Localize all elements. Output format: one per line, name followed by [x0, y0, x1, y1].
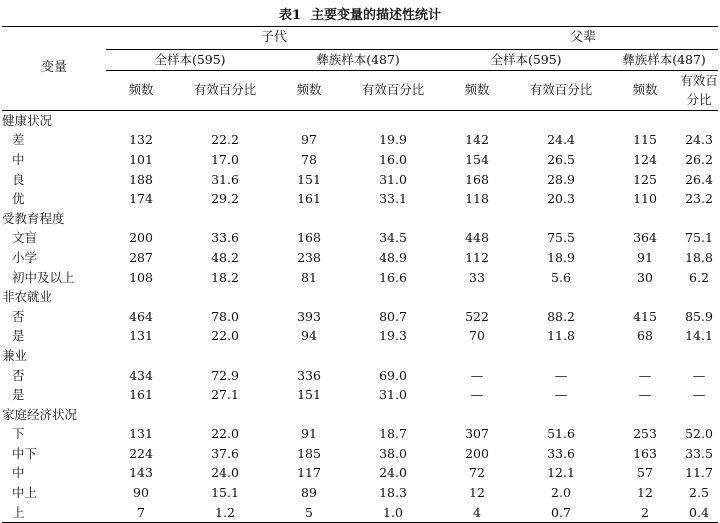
frequency-cell: 70 [469, 328, 485, 344]
frequency-cell: — [638, 367, 652, 383]
row-label: 优 [12, 191, 25, 207]
percent-cell: 18.7 [379, 426, 407, 442]
percent-cell: 75.5 [547, 230, 575, 246]
percent-cell: — [692, 387, 706, 403]
category-row [2, 110, 718, 130]
group-header-parents: 父辈 [442, 27, 718, 50]
percent-cell: 33.5 [685, 445, 713, 461]
percent-cell: 14.1 [685, 328, 713, 344]
frequency-cell: 4 [473, 504, 481, 520]
column-header: 有效百分比 [176, 70, 274, 110]
percent-cell: 51.6 [547, 426, 575, 442]
variable-header: 变量 [2, 27, 106, 111]
table-row [2, 463, 718, 483]
frequency-cell: 415 [633, 308, 657, 324]
frequency-cell: — [470, 387, 484, 403]
percent-cell: 5.6 [551, 269, 571, 285]
table-row [2, 150, 718, 170]
percent-cell: 27.1 [211, 387, 239, 403]
category-row [2, 405, 718, 425]
percent-cell: 48.2 [211, 249, 239, 265]
percent-cell: — [692, 367, 706, 383]
percent-cell: 18.9 [547, 249, 575, 265]
category-label: 兼业 [2, 347, 28, 363]
percent-cell: — [554, 387, 568, 403]
table-row [2, 228, 718, 248]
percent-cell: 80.7 [379, 308, 407, 324]
percent-cell: 23.2 [685, 191, 713, 207]
row-label: 上 [12, 504, 25, 520]
percent-cell: 28.9 [547, 171, 575, 187]
frequency-cell: 81 [301, 269, 317, 285]
row-label: 小学 [12, 249, 38, 265]
percent-cell: 24.3 [685, 132, 713, 148]
frequency-cell: 131 [129, 328, 153, 344]
frequency-cell: 112 [465, 249, 489, 265]
frequency-cell: 393 [297, 308, 321, 324]
column-header: 频数 [610, 70, 680, 110]
frequency-cell: 188 [129, 171, 153, 187]
category-label: 健康状况 [2, 112, 53, 128]
frequency-cell: 464 [129, 308, 153, 324]
table-row [2, 307, 718, 327]
category-label: 家庭经济状况 [2, 406, 78, 422]
row-label: 否 [12, 367, 25, 383]
category-label: 非农就业 [2, 289, 53, 305]
percent-cell: 26.5 [547, 151, 575, 167]
percent-cell: 19.9 [379, 132, 407, 148]
empty-cell [106, 346, 718, 366]
frequency-cell: 7 [137, 504, 145, 520]
frequency-cell: 132 [129, 132, 153, 148]
percent-cell: 52.0 [685, 426, 713, 442]
percent-cell: 1.0 [383, 504, 403, 520]
frequency-cell: 117 [297, 465, 321, 481]
frequency-cell: 522 [465, 308, 489, 324]
frequency-cell: — [638, 387, 652, 403]
frequency-cell: 118 [465, 191, 489, 207]
row-label: 中 [12, 465, 25, 481]
percent-cell: 15.1 [211, 485, 239, 501]
frequency-cell: 224 [129, 445, 153, 461]
row-label: 否 [12, 308, 25, 324]
frequency-cell: 97 [301, 132, 317, 148]
percent-cell: 85.9 [685, 308, 713, 324]
empty-cell [106, 405, 718, 425]
frequency-cell: 185 [297, 445, 321, 461]
table-row [2, 189, 718, 209]
frequency-cell: 287 [129, 249, 153, 265]
percent-cell: 1.2 [215, 504, 235, 520]
percent-cell: 24.4 [547, 132, 575, 148]
frequency-cell: 161 [297, 191, 321, 207]
frequency-cell: 91 [301, 426, 317, 442]
percent-cell: 19.3 [379, 328, 407, 344]
percent-cell: 33.1 [379, 191, 407, 207]
frequency-cell: 448 [465, 230, 489, 246]
percent-cell: 24.0 [211, 465, 239, 481]
frequency-cell: 200 [129, 230, 153, 246]
frequency-cell: 336 [297, 367, 321, 383]
percent-cell: 33.6 [547, 445, 575, 461]
frequency-cell: 364 [633, 230, 657, 246]
category-row [2, 209, 718, 229]
frequency-cell: 125 [633, 171, 657, 187]
frequency-cell: 253 [633, 426, 657, 442]
percent-cell: 22.2 [211, 132, 239, 148]
frequency-cell: 78 [301, 151, 317, 167]
table-row [2, 444, 718, 464]
row-label: 良 [12, 171, 25, 187]
percent-cell: 17.0 [211, 151, 239, 167]
row-label: 中下 [12, 445, 38, 461]
row-label: 是 [12, 387, 25, 403]
frequency-cell: 68 [637, 328, 653, 344]
category-label: 受教育程度 [2, 210, 65, 226]
percent-cell: 11.7 [685, 465, 713, 481]
frequency-cell: 168 [465, 171, 489, 187]
category-row [2, 346, 718, 366]
frequency-cell: 151 [297, 171, 321, 187]
frequency-cell: 57 [637, 465, 653, 481]
frequency-cell: 30 [637, 269, 653, 285]
row-label: 文盲 [12, 230, 38, 246]
column-header: 有效百分比 [680, 70, 718, 110]
percent-cell: 0.7 [551, 504, 571, 520]
percent-cell: 11.8 [547, 328, 575, 344]
table-caption: 主要变量的描述性统计 [311, 8, 442, 23]
frequency-cell: 2 [641, 504, 649, 520]
table-row [2, 366, 718, 386]
percent-cell: 48.9 [379, 249, 407, 265]
frequency-cell: 174 [129, 191, 153, 207]
frequency-cell: 115 [633, 132, 657, 148]
frequency-cell: 72 [469, 465, 485, 481]
percent-cell: 22.0 [211, 328, 239, 344]
frequency-cell: 124 [633, 151, 657, 167]
percent-cell: 31.6 [211, 171, 239, 187]
table-body [2, 110, 718, 522]
percent-cell: 2.0 [551, 485, 571, 501]
frequency-cell: 434 [129, 367, 153, 383]
column-header: 有效百分比 [344, 70, 442, 110]
category-row [2, 287, 718, 307]
table-title [0, 4, 720, 23]
frequency-cell: 142 [465, 132, 489, 148]
table-row [2, 424, 718, 444]
column-header: 有效百分比 [512, 70, 610, 110]
frequency-cell: 33 [469, 269, 485, 285]
percent-cell: 16.6 [379, 269, 407, 285]
table-header [2, 27, 718, 111]
frequency-cell: 110 [633, 191, 657, 207]
column-header: 频数 [106, 70, 176, 110]
frequency-cell: 94 [301, 328, 317, 344]
frequency-cell: 101 [129, 151, 153, 167]
column-header: 频数 [274, 70, 344, 110]
frequency-cell: 151 [297, 387, 321, 403]
percent-cell: 26.4 [685, 171, 713, 187]
percent-cell: 29.2 [211, 191, 239, 207]
percent-cell: 33.6 [211, 230, 239, 246]
empty-cell [106, 209, 718, 229]
frequency-cell: 161 [129, 387, 153, 403]
percent-cell: 31.0 [379, 171, 407, 187]
table-row [2, 170, 718, 190]
percent-cell: 26.2 [685, 151, 713, 167]
table-row [2, 385, 718, 405]
table-row [2, 326, 718, 346]
percent-cell: 16.0 [379, 151, 407, 167]
row-label: 差 [12, 132, 25, 148]
row-label: 是 [12, 328, 25, 344]
percent-cell: 0.4 [689, 504, 709, 520]
frequency-cell: 5 [305, 504, 313, 520]
percent-cell: 18.8 [685, 249, 713, 265]
table-row [2, 248, 718, 268]
frequency-cell: 163 [633, 445, 657, 461]
group-header-offspring: 子代 [106, 27, 442, 50]
percent-cell: 34.5 [379, 230, 407, 246]
percent-cell: 31.0 [379, 387, 407, 403]
percent-cell: 20.3 [547, 191, 575, 207]
table-row [2, 483, 718, 503]
percent-cell: 2.5 [689, 485, 709, 501]
sample-header: 全样本(595) [106, 50, 274, 71]
empty-cell [106, 110, 718, 130]
statistics-table [2, 26, 718, 523]
percent-cell: 6.2 [689, 269, 709, 285]
percent-cell: 22.0 [211, 426, 239, 442]
percent-cell: 78.0 [211, 308, 239, 324]
percent-cell: 38.0 [379, 445, 407, 461]
percent-cell: 18.2 [211, 269, 239, 285]
frequency-cell: 90 [133, 485, 149, 501]
percent-cell: 37.6 [211, 445, 239, 461]
frequency-cell: 200 [465, 445, 489, 461]
percent-cell: 24.0 [379, 465, 407, 481]
frequency-cell: 12 [469, 485, 485, 501]
row-label: 初中及以上 [12, 269, 75, 285]
frequency-cell: 143 [129, 465, 153, 481]
row-label: 中上 [12, 485, 38, 501]
frequency-cell: 238 [297, 249, 321, 265]
sample-header: 彝族样本(487) [274, 50, 442, 71]
frequency-cell: 154 [465, 151, 489, 167]
percent-cell: 72.9 [211, 367, 239, 383]
empty-cell [106, 287, 718, 307]
percent-cell: 75.1 [685, 230, 713, 246]
percent-cell: 69.0 [379, 367, 407, 383]
row-label: 下 [12, 426, 25, 442]
percent-cell: 88.2 [547, 308, 575, 324]
table-row [2, 268, 718, 288]
frequency-cell: 131 [129, 426, 153, 442]
frequency-cell: 108 [129, 269, 153, 285]
frequency-cell: 168 [297, 230, 321, 246]
table-row [2, 130, 718, 150]
frequency-cell: 89 [301, 485, 317, 501]
frequency-cell: 307 [465, 426, 489, 442]
frequency-cell: 91 [637, 249, 653, 265]
table-number: 表1 [278, 8, 302, 23]
sample-header: 彝族样本(487) [610, 50, 718, 71]
frequency-cell: 12 [637, 485, 653, 501]
column-header: 频数 [442, 70, 512, 110]
percent-cell: 12.1 [547, 465, 575, 481]
row-label: 中 [12, 151, 25, 167]
percent-cell: — [554, 367, 568, 383]
sample-header: 全样本(595) [442, 50, 610, 71]
percent-cell: 18.3 [379, 485, 407, 501]
frequency-cell: — [470, 367, 484, 383]
